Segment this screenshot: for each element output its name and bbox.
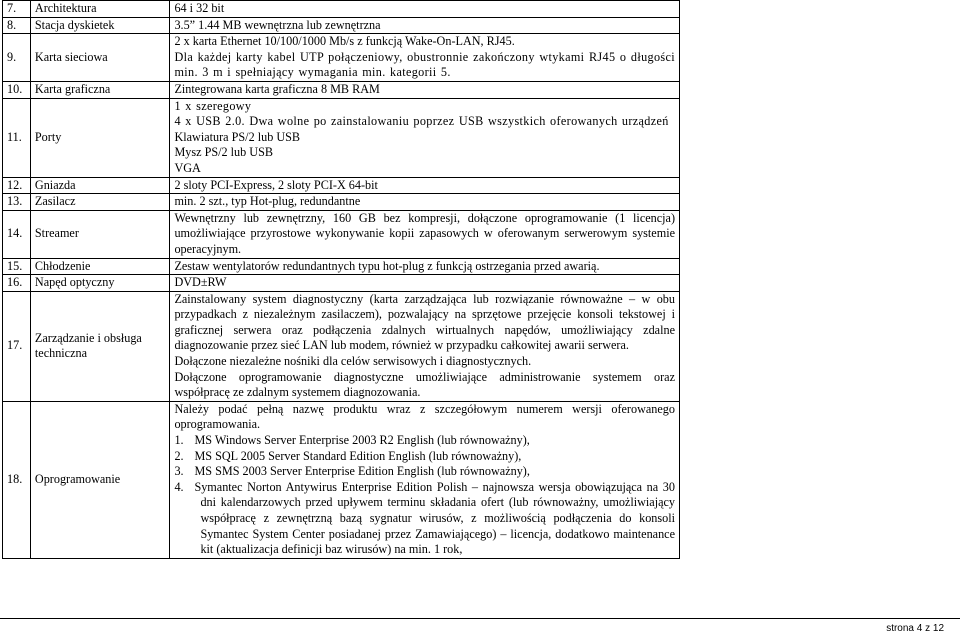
row-number: 8.	[3, 17, 31, 34]
row-value	[170, 401, 680, 558]
row-number: 7.	[3, 1, 31, 18]
table-row	[3, 194, 680, 211]
value-line: VGA	[174, 160, 201, 175]
row-value: min. 2 szt., typ Hot-plug, redundantne	[170, 194, 680, 211]
item-text: MS Windows Server Enterprise 2003 R2 English (lub równoważny),	[194, 433, 530, 448]
row-name: Architektura	[30, 1, 170, 18]
item-number: 1.	[174, 433, 184, 448]
software-intro: Należy podać pełną nazwę produktu wraz z szczegółowym numerem wersji oferowanego oprogramowania.	[174, 401, 675, 432]
table-row	[3, 275, 680, 292]
item-text: MS SMS 2003 Server Enterprise Edition English (lub równoważny),	[194, 464, 530, 479]
item-number: 3.	[174, 464, 184, 479]
software-item	[174, 433, 675, 449]
row-name: Karta graficzna	[30, 81, 170, 98]
value-paragraph: Dołączone niezależne nośniki dla celów serwisowych i diagnostycznych.	[174, 354, 532, 369]
value-line: Klawiatura PS/2 lub USB	[174, 129, 301, 144]
spec-table	[2, 0, 680, 559]
row-value: Zintegrowana karta graficzna 8 MB RAM	[170, 81, 680, 98]
row-name: Zarządzanie i obsługa techniczna	[30, 291, 170, 401]
value-paragraph: Dołączone oprogramowanie diagnostyczne umożliwiające administrowanie systemem oraz współpracę ze zdalnym systemem diagnozowania.	[174, 369, 675, 400]
table-row	[3, 401, 680, 558]
row-name: Streamer	[30, 210, 170, 258]
row-number: 9.	[3, 34, 31, 82]
table-row	[3, 210, 680, 258]
row-value: 64 i 32 bit	[170, 1, 680, 18]
table-row	[3, 34, 680, 82]
row-number: 13.	[3, 194, 31, 211]
value-line: 4 x USB 2.0. Dwa wolne po zainstalowaniu poprzez USB wszystkich oferowanych urządzeń	[174, 114, 669, 129]
row-number: 17.	[3, 291, 31, 401]
item-text: MS SQL 2005 Server Standard Edition English (lub równoważny),	[194, 448, 522, 463]
value-line: Dla każdej karty kabel UTP połączeniowy, obustronnie zakończony wtykami RJ45 o długości min. 3 m i spełniający wymagania min. kategorii 5.	[174, 49, 675, 80]
row-name: Stacja dyskietek	[30, 17, 170, 34]
row-number: 12.	[3, 177, 31, 194]
row-number: 18.	[3, 401, 31, 558]
row-name: Gniazda	[30, 177, 170, 194]
row-value: DVD±RW	[170, 275, 680, 292]
row-name: Oprogramowanie	[30, 401, 170, 558]
row-value	[170, 291, 680, 401]
value-line: 1 x szeregowy	[174, 98, 252, 113]
table-row	[3, 291, 680, 401]
table-row	[3, 81, 680, 98]
value-line: 2 x karta Ethernet 10/100/1000 Mb/s z funkcją Wake-On-LAN, RJ45.	[174, 34, 515, 49]
software-item	[174, 480, 675, 558]
row-name: Napęd optyczny	[30, 275, 170, 292]
row-value: Zestaw wentylatorów redundantnych typu hot-plug z funkcją ostrzegania przed awarią.	[170, 258, 680, 275]
value-paragraph: Zainstalowany system diagnostyczny (karta zarządzająca lub rozwiązanie równoważne – w obu przypadkach z niezależnym zasilaczem), pozwalający na sprzętowe przejęcie konsoli tekstowej i graficznej serwera oraz podłączenia zdalnych wirtualnych napędów, umożliwiający zdalne diagnozowanie przez sieć LAN lub modem, również w przypadku całkowitej awarii serwera.	[174, 291, 675, 353]
software-item	[174, 449, 675, 465]
table-row	[3, 258, 680, 275]
row-number: 15.	[3, 258, 31, 275]
table-row	[3, 17, 680, 34]
row-number: 14.	[3, 210, 31, 258]
table-row	[3, 177, 680, 194]
row-name: Zasilacz	[30, 194, 170, 211]
row-name: Chłodzenie	[30, 258, 170, 275]
item-number: 2.	[174, 448, 184, 463]
row-value	[170, 98, 680, 177]
item-number: 4.	[174, 479, 184, 494]
row-value: Wewnętrzny lub zewnętrzny, 160 GB bez kompresji, dołączone oprogramowanie (1 licencja) umożliwiające przyrostowe wykonywanie kopii zapasowych w oferowanym serwerowym systemie operacyjnym.	[170, 210, 680, 258]
page-number: strona 4 z 12	[886, 623, 944, 634]
row-number: 16.	[3, 275, 31, 292]
row-value: 2 sloty PCI-Express, 2 sloty PCI-X 64-bit	[170, 177, 680, 194]
table-row	[3, 1, 680, 18]
software-item	[174, 464, 675, 480]
item-text: Symantec Norton Antywirus Enterprise Edition Polish – najnowsza wersja obowiązująca na 30 dni kalendarzowych przed upływem terminu składania ofert (lub równoważny, umożliwiający współpracę z zewnętrzną bazą sygnatur wirusów, z możliwością podłączenia do konsoli Symantec System Center posiadanej przez Zamawiającego) – licencja, dodatkowo maintenance kit (aktualizacja definicji baz wirusów) na min. 1 rok,	[194, 479, 675, 557]
row-number: 11.	[3, 98, 31, 177]
footer-divider	[0, 618, 960, 619]
row-value: 3.5” 1.44 MB wewnętrzna lub zewnętrzna	[170, 17, 680, 34]
row-number: 10.	[3, 81, 31, 98]
row-name: Karta sieciowa	[30, 34, 170, 82]
row-value	[170, 34, 680, 82]
row-name: Porty	[30, 98, 170, 177]
table-row	[3, 98, 680, 177]
value-line: Mysz PS/2 lub USB	[174, 145, 273, 160]
